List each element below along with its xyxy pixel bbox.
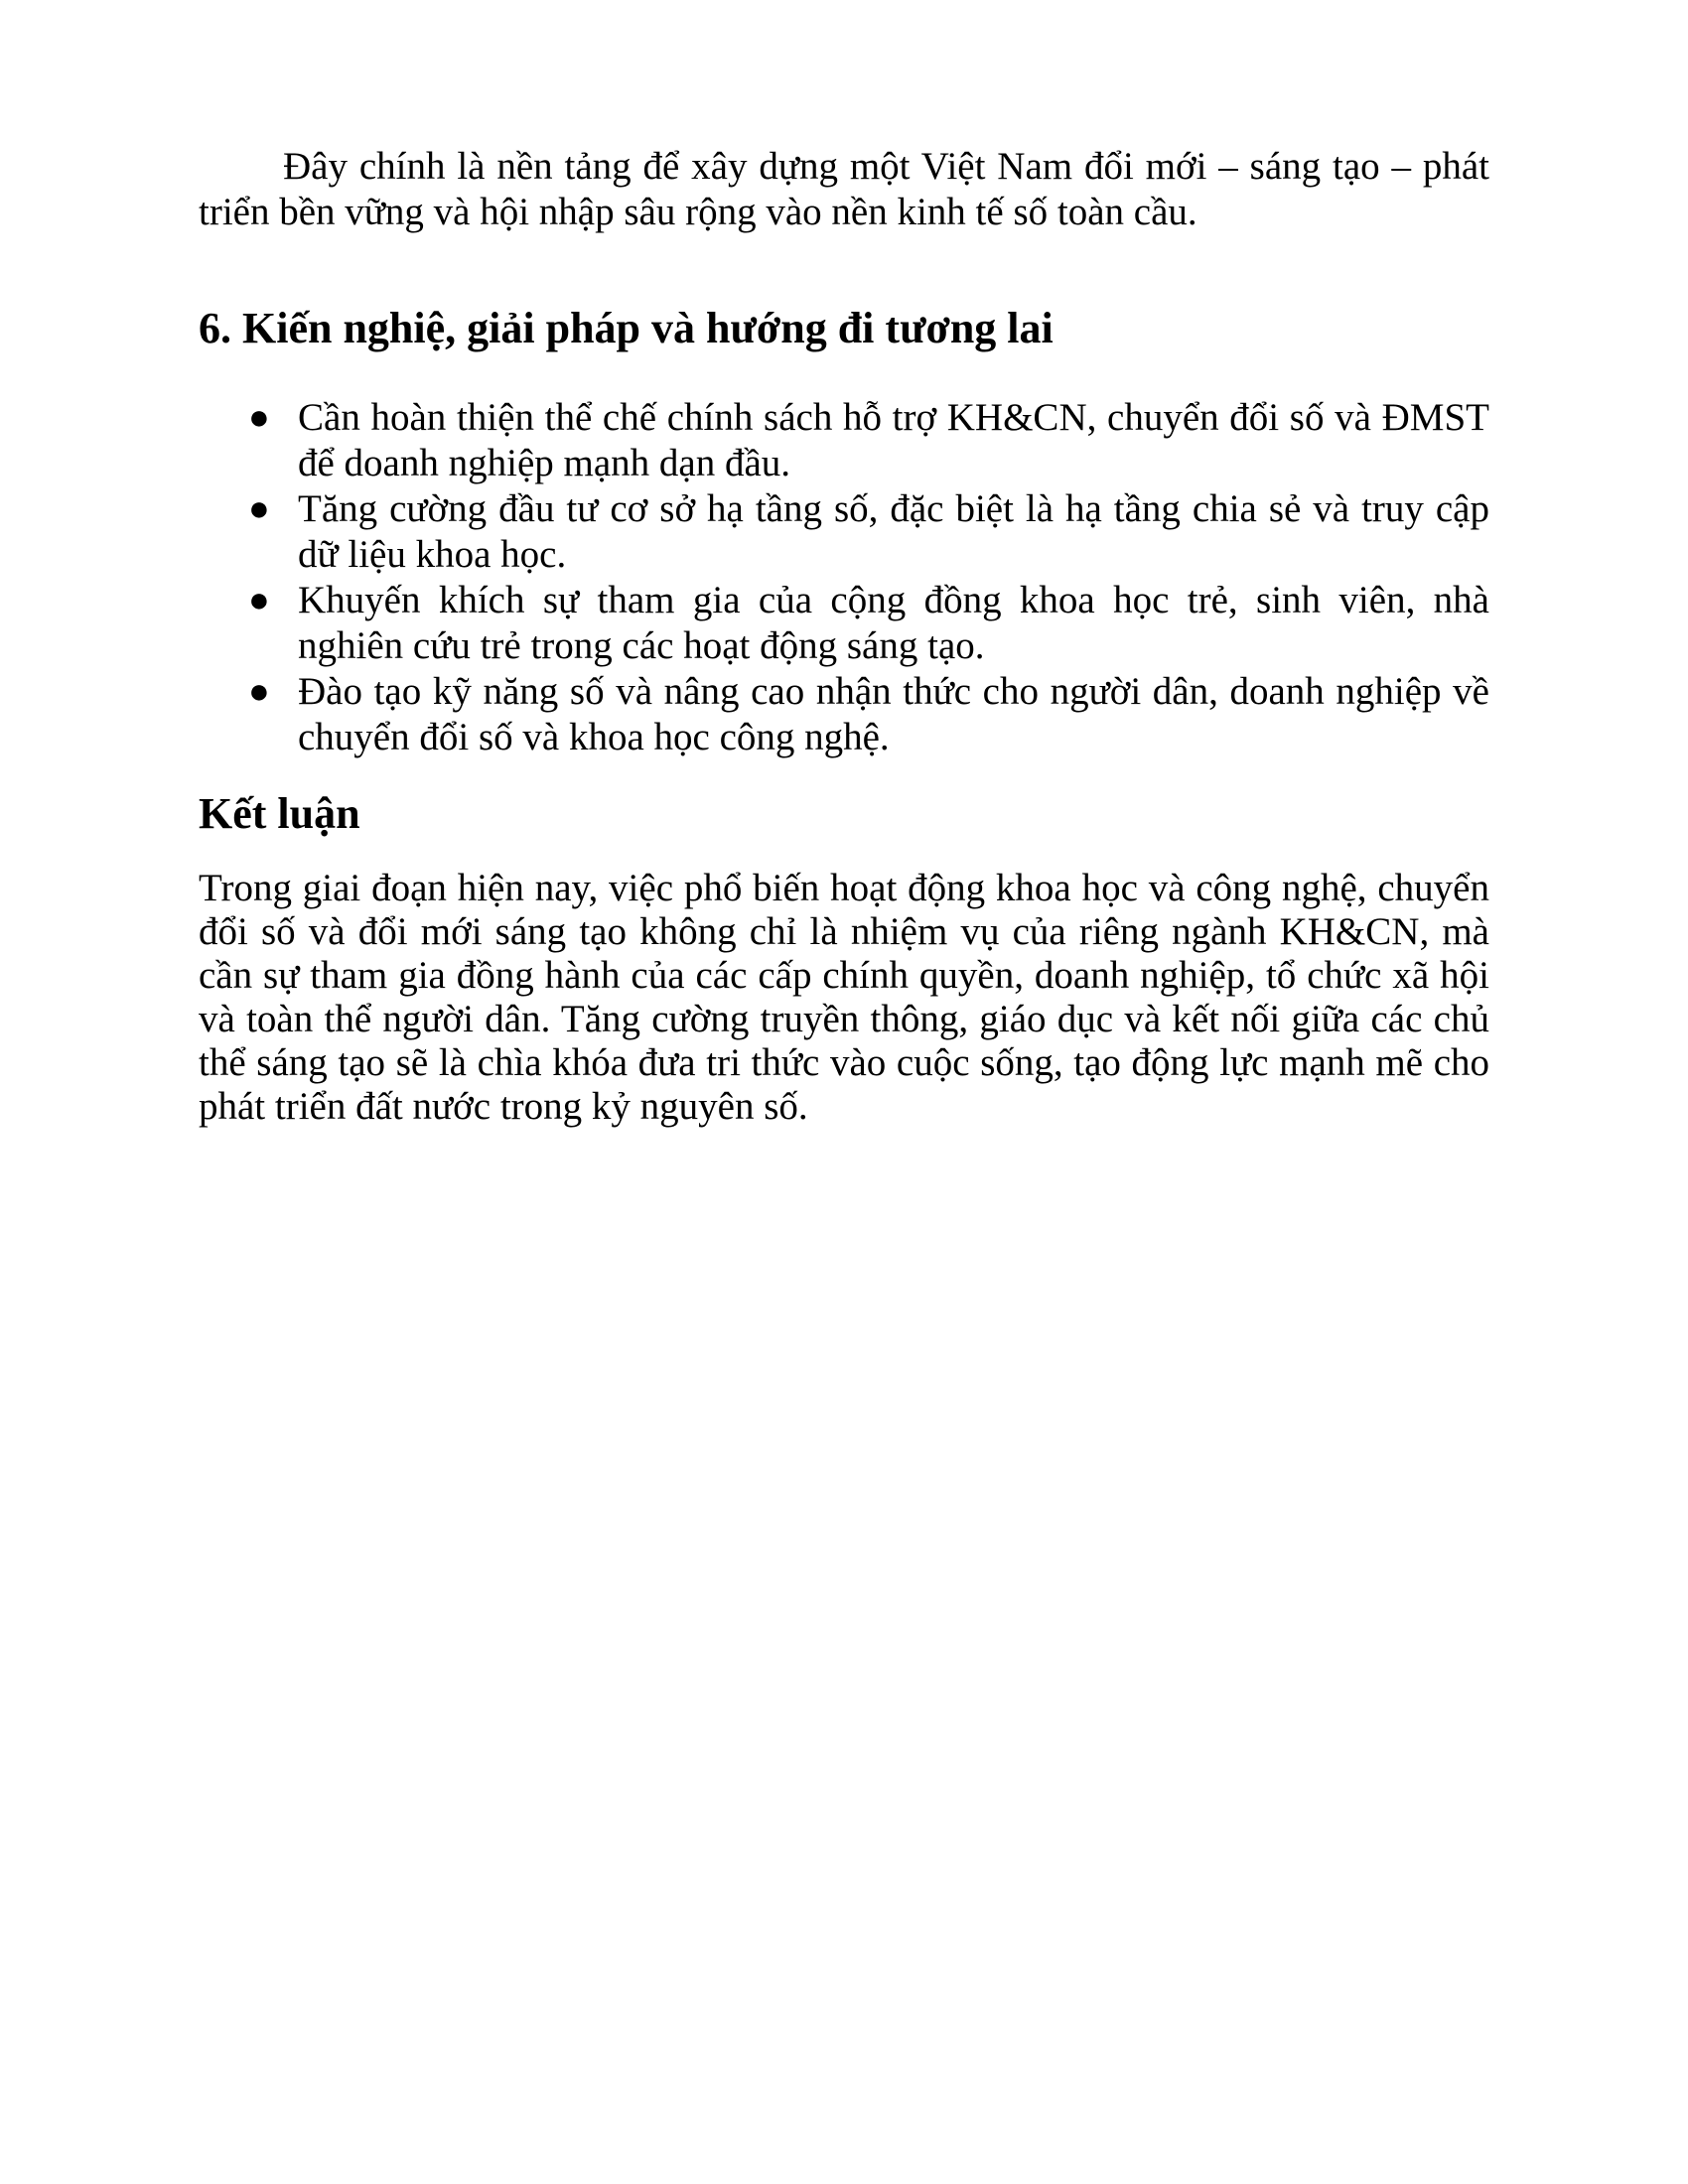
list-item-text: Khuyến khích sự tham gia của cộng đồng khoa học trẻ, sinh viên, nhà nghiên cứu trẻ trong các hoạt động sáng tạo. bbox=[298, 579, 1489, 667]
conclusion-paragraph: Trong giai đoạn hiện nay, việc phổ biến hoạt động khoa học và công nghệ, chuyển đổi số và đổi mới sáng tạo không chỉ là nhiệm vụ của riêng ngành KH&CN, mà cần sự tham gia đồng hành của các cấp chính quyền, doanh nghiệp, tổ chức xã hội và toàn thể người dân. Tăng cường truyền thông, giáo dục và kết nối giữa các chủ thể sáng tạo sẽ là chìa khóa đưa tri thức vào cuộc sống, tạo động lực mạnh mẽ cho phát triển đất nước trong kỷ nguyên số. bbox=[199, 867, 1489, 1128]
section-heading: 6. Kiến nghiệ, giải pháp và hướng đi tương lai bbox=[199, 304, 1054, 352]
list-item-text: Đào tạo kỹ năng số và nâng cao nhận thức cho người dân, doanh nghiệp về chuyển đổi số và khoa học công nghệ. bbox=[298, 670, 1489, 758]
bullet-icon: ● bbox=[248, 580, 270, 619]
bullet-icon: ● bbox=[248, 397, 270, 437]
conclusion-heading: Kết luận bbox=[199, 789, 360, 838]
list-item-text: Tăng cường đầu tư cơ sở hạ tầng số, đặc biệt là hạ tầng chia sẻ và truy cập dữ liệu khoa học. bbox=[298, 487, 1489, 576]
list-item bbox=[248, 578, 1489, 669]
list-item bbox=[248, 669, 1489, 760]
intro-paragraph: Đây chính là nền tảng để xây dựng một Việt Nam đổi mới – sáng tạo – phát triển bền vững và hội nhập sâu rộng vào nền kinh tế số toàn cầu. bbox=[199, 145, 1489, 233]
bullet-icon: ● bbox=[248, 671, 270, 711]
bullet-icon: ● bbox=[248, 488, 270, 528]
list-item-text: Cần hoàn thiện thể chế chính sách hỗ trợ KH&CN, chuyển đổi số và ĐMST để doanh nghiệp mạnh dạn đầu. bbox=[298, 396, 1489, 484]
list-item bbox=[248, 395, 1489, 486]
recommendations-list bbox=[199, 395, 1489, 760]
list-item bbox=[248, 486, 1489, 578]
